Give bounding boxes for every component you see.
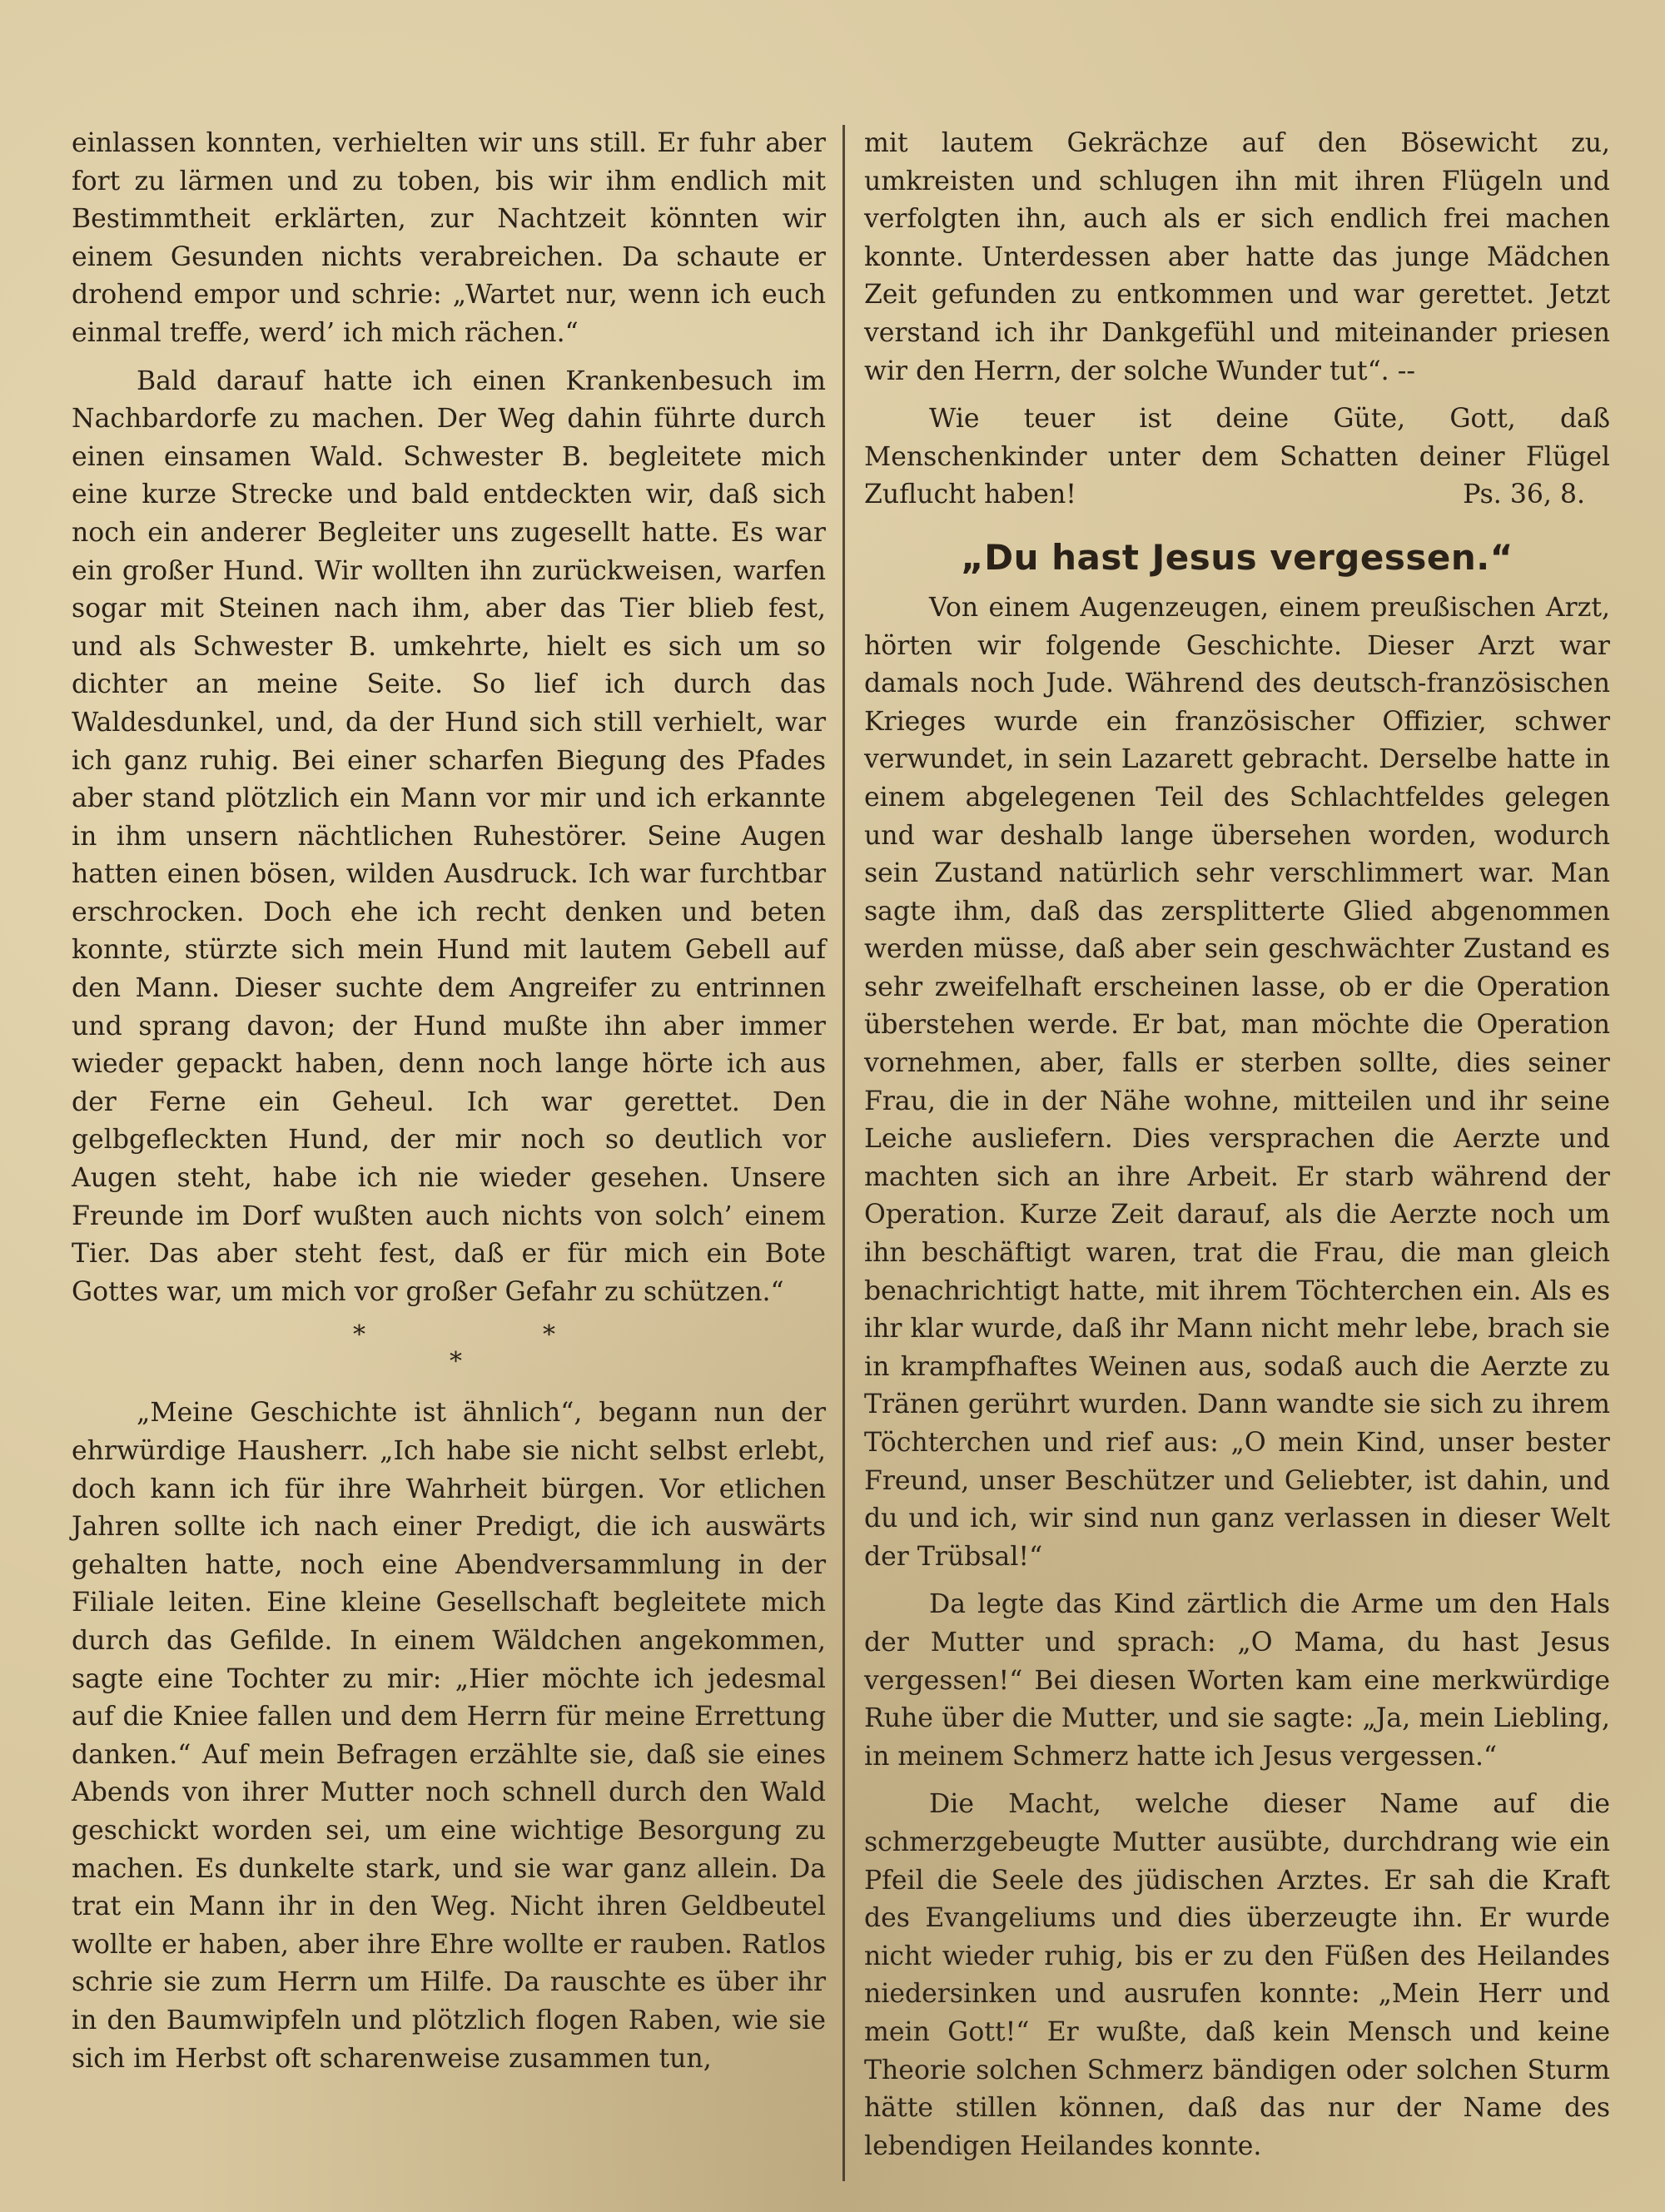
left-column [72,125,826,2078]
right-paragraph-1: mit lautem Gekrächze auf den Bösewicht zu, umkreisten und schlugen ihn mit ihren Flügeln und verfolgten ihn, auch als er sich endlich frei machen konnte. Unterdessen aber hatte das junge Mädchen Zeit gefunden zu entkommen und war gerettet. Jetzt verstand ich ihr Dankgefühl und miteinander priesen wir den Herrn, der solche Wunder tut“. -- [864,128,1610,386]
left-paragraph-3: „Meine Geschichte ist ähnlich“, begann nun der ehrwürdige Hausherr. „Ich habe sie nicht selbst erlebt, doch kann ich für ihre Wahrheit bürgen. Vor etlichen Jahren sollte ich nach einer Predigt, die ich auswärts gehalten hatte, noch eine Abendversammlung in der Filiale leiten. Eine kleine Gesellschaft begleitete mich durch das Gefilde. In einem Wäldchen angekommen, sagte eine Tochter zu mir: „Hier möchte ich jedesmal auf die Kniee fallen und dem Herrn für meine Errettung danken.“ Auf mein Befragen erzählte sie, daß sie eines Abends von ihrer Mutter noch schnell durch den Wald geschickt worden sei, um eine wichtige Besorgung zu machen. Es dunkelte stark, und sie war ganz allein. Da trat ein Mann ihr in den Weg. Nicht ihren Geldbeutel wollte er haben, aber ihre Ehre wollte er rauben. Ratlos schrie sie zum Herrn um Hilfe. Da rauschte es über ihr in den Baumwipfeln und plötzlich flogen Raben, wie sie sich im Herbst oft scharenweise zusammen tun, [72,1398,826,2074]
left-paragraph-2: Bald darauf hatte ich einen Krankenbesuch im Nachbardorfe zu machen. Der Weg dahin führte durch einen einsamen Wald. Schwester B. begleitete mich eine kurze Strecke und bald entdeckten wir, daß sich noch ein anderer Begleiter uns zugesellt hatte. Es war ein großer Hund. Wir wollten ihn zurückweisen, warfen sogar mit Steinen nach ihm, aber das Tier blieb fest, und als Schwester B. umkehrte, hielt es sich um so dichter an meine Seite. So lief ich durch das Waldesdunkel, und, da der Hund sich still verhielt, war ich ganz ruhig. Bei einer scharfen Biegung des Pfades aber stand plötzlich ein Mann vor mir und ich erkannte in ihm unsern nächtlichen Ruhestörer. Seine Augen hatten einen bösen, wilden Ausdruck. Ich war furchtbar erschrocken. Doch ehe ich recht denken und beten konnte, stürzte sich mein Hund mit lautem Gebell auf den Mann. Dieser suchte dem Angreifer zu entrinnen und sprang davon; der Hund mußte ihn aber immer wieder gepackt haben, denn noch lange hörte ich aus der Ferne ein Geheul. Ich war gerettet. Den gelbgefleckten Hund, der mir noch so deutlich vor Augen steht, habe ich nie wieder gesehen. Unsere Freunde im Dorf wußten auch nichts von solch’ einem Tier. Das aber steht fest, daß er für mich ein Bote Gottes war, um mich vor großer Gefahr zu schützen.“ [72,365,826,1307]
article-heading: „Du hast Jesus vergessen.“ [961,536,1513,578]
bible-verse [864,400,1610,514]
column-divider [842,125,845,2181]
separator-star: * [450,1347,462,1377]
right-paragraph-4: Die Macht, welche dieser Name auf die schmerzgebeugte Mutter ausübte, durchdrang wie ein Pfeil die Seele des jüdischen Arztes. Er sah die Kraft des Evangeliums und dies überzeugte ihn. Er wurde nicht wieder ruhig, bis er zu den Füßen des Heilandes niedersinken und ausrufen konnte: „Mein Herr und mein Gott!“ Er wußte, daß kein Mensch und keine Theorie solchen Schmerz bändigen oder solchen Sturm hätte stillen können, daß das nur der Name des lebendigen Heilandes konnte. [864,1789,1610,2161]
right-paragraph-2: Von einem Augenzeugen, einem preußischen Arzt, hörten wir folgende Geschichte. Dieser Arzt war damals noch Jude. Während des deutsch-französischen Krieges wurde ein französischer Offizier, schwer verwundet, in sein Lazarett gebracht. Derselbe hatte in einem abgelegenen Teil des Schlachtfeldes gelegen und war deshalb lange übersehen worden, wodurch sein Zustand natürlich sehr verschlimmert war. Man sagte ihm, daß das zersplitterte Glied abgenommen werden müsse, daß aber sein geschwächter Zustand es sehr zweifelhaft erscheinen lasse, ob er die Operation überstehen werde. Er bat, man möchte die Operation vornehmen, aber, falls er sterben sollte, dies seiner Frau, die in der Nähe wohne, mitteilen und ihr seine Leiche ausliefern. Dies versprachen die Aerzte und machten sich an ihre Arbeit. Er starb während der Operation. Kurze Zeit darauf, als die Aerzte noch um ihn beschäftigt waren, trat die Frau, die man gleich benachrichtigt hatte, mit ihrem Töchterchen ein. Als es ihr klar wurde, daß ihr Mann nicht mehr lebe, brach sie in krampfhaftes Weinen aus, sodaß auch die Aerzte zu Tränen gerührt wurden. Dann wandte sie sich zu ihrem Töchterchen und rief aus: „O mein Kind, unser bester Freund, unser Beschützer und Geliebter, ist dahin, und du und ich, wir sind nun ganz verlassen in dieser Welt der Trübsal!“ [864,592,1610,1572]
bible-verse-reference: Ps. 36, 8. [1463,480,1585,510]
right-paragraph-3: Da legte das Kind zärtlich die Arme um den Hals der Mutter und sprach: „O Mama, du hast Jesus vergessen!“ Bei diesen Worten kam eine merkwürdige Ruhe über die Mutter, und sie sagte: „Ja, mein Liebling, in meinem Schmerz hatte ich Jesus vergessen.“ [864,1589,1610,1772]
separator-star: * [543,1320,555,1350]
right-column [864,125,1610,2165]
left-paragraph-1: einlassen konnten, verhielten wir uns still. Er fuhr aber fort zu lärmen und zu toben, bis wir ihm endlich mit Bestimmtheit erklärten, zur Nachtzeit könnten wir einem Gesunden nichts verabreichen. Da schaute er drohend empor und schrie: „Wartet nur, wenn ich euch einmal treffe, werd’ ich mich rächen.“ [72,128,826,348]
bible-verse-text: Wie teuer ist deine Güte, Gott, daß Menschenkinder unter dem Schatten deiner Flügel Zuflucht haben! [864,404,1610,510]
section-separator [72,1311,826,1394]
separator-star: * [353,1320,365,1350]
